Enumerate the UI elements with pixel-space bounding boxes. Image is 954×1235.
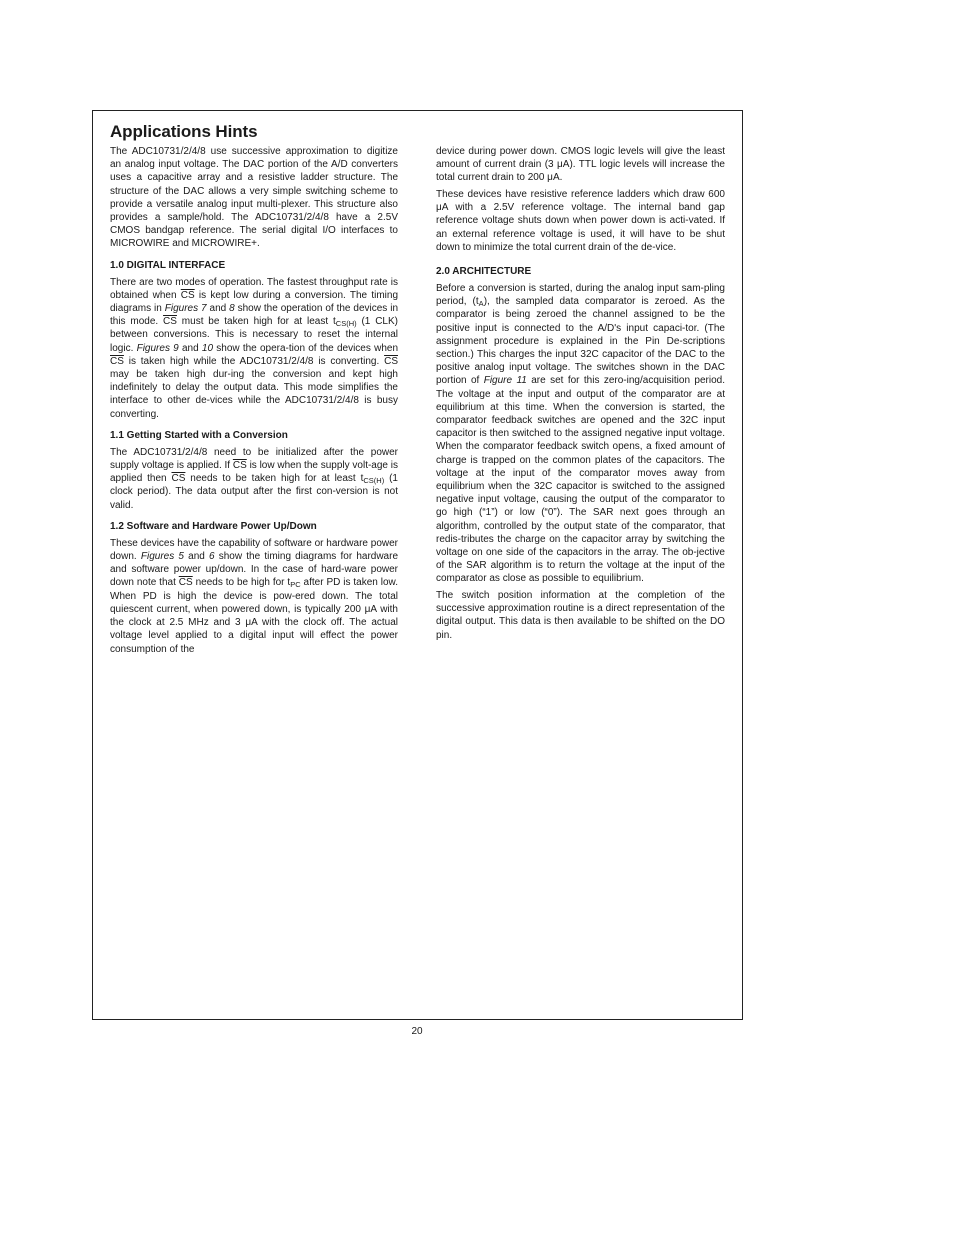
figure-reference: 8 (229, 303, 235, 315)
architecture-paragraph: Before a conversion is started, during the analog input sam-pling period, $(t_A)$, the sampled data comparator is zeroed. As the comparator is being zeroed the channel assigned to be the positive input is connected to the A/D's input capaci-tor. (The assignment procedure is explained in the Pin De-scriptions section.) This charges the input 32C capacitor of the DAC to the positive analog input voltage. The switches shown in the DAC portion of Figure 11 are set for this zero-ing/acquisition period. The voltage at the input and output of the comparator are at equilibrium at this time. When the conversion is started, the comparator feedback switches are opened and the 32C input capacitor is then switched to the assigned negative input voltage. When the comparator feedback switch opens, a fixed amount of charge is trapped on the common plates of the capacitors. The voltage at the input of the comparator moves away from equilibrium when the 32C capacitor is switched to the assigned negative input voltage, causing the output of the comparator to go high (“1”) or low (“0”). The SAR next goes through an algorithm, controlled by the output state of the comparator, that redis-tributes the charge on the capacitor array by switching the voltage on one side of the capacitors in the array. The ob-jective of the SAR algorithm is to return the voltage at the input of the comparator as close as possible to equilibrium. (436, 283, 725, 585)
cs-signal: $\overline{CS}$ (232, 460, 247, 472)
digital-interface-paragraph: There are two modes of operation. The fastest throughput rate is obtained when $\overline{CS}$ is kept low during a conversion. The timing diagrams in Figures 7 and 8 show the operation of the devices in this mode. $\overline{CS}$ must be taken high for at least $t_{CS(H)}$ (1 CLK) between conversions. This is necessary to reset the internal logic. Figures 9 and 10 show the opera-tion of the devices when $\overline{CS}$ is taken high while the ADC10731/2/4/8 is converting. $\overline{CS}$ may be taken high dur-ing the conversion and kept high indefinitely to delay the output data. This mode simplifies the interface to other de-vices while the ADC10731/2/4/8 is busy converting. (110, 276, 399, 420)
power-continued-paragraph: device during power down. CMOS logic levels will give the least amount of current drain (3 μA). TTL logic levels will increase the total current drain to 200 μA. (436, 146, 725, 184)
cs-signal: $\overline{CS}$ (110, 355, 124, 367)
subscript: A (478, 299, 484, 309)
subscript: PC (290, 580, 301, 590)
section-heading-digital-interface: 1.0 DIGITAL INTERFACE (110, 259, 226, 271)
subscript: CS(H) (335, 319, 357, 329)
figure-reference: Figures 7 (164, 303, 207, 315)
getting-started-paragraph: The ADC10731/2/4/8 need to be initialized after the power supply voltage is applied. If $\overline{CS}$ is low when the supply volt-age is applied then $\overline{CS}$ needs to be taken high for at least $t_{CS(H)}$ (1 clock period). The data output after the first con-version is not valid. (110, 446, 398, 511)
section-heading-power-up-down: 1.2 Software and Hardware Power Up/Down (110, 520, 317, 532)
figure-reference: 6 (209, 551, 215, 563)
page-number: 20 (411, 1026, 423, 1037)
cs-signal: $\overline{CS}$ (384, 355, 398, 367)
intro-paragraph: The ADC10731/2/4/8 use successive approximation to digitize an analog input voltage. The DAC portion of the A/D converters uses a capacitive array and a resistive ladder structure. The structure of the DAC allows a very simple switching scheme to provide a versatile analog input multi-plexer. This structure also provides a sample/hold. The ADC10731/2/4/8 have a 2.5V CMOS bandgap reference. The serial digital I/O interfaces to MICROWIRE and MICROWIRE+. (110, 146, 398, 250)
page-title: Applications Hints (110, 122, 258, 141)
figure-reference: Figures 5 (140, 551, 184, 563)
cs-signal: $\overline{CS}$ (163, 316, 177, 328)
switch-position-paragraph: The switch position information at the completion of the successive approximation routine is a direct representation of the digital output. This data is then available to be shifted on the DO pin. (436, 590, 725, 641)
left-column (110, 145, 398, 659)
right-column (436, 145, 725, 645)
section-heading-getting-started: 1.1 Getting Started with a Conversion (110, 429, 288, 441)
section-heading-architecture: 2.0 ARCHITECTURE (436, 266, 532, 278)
figure-reference: Figures 9 (136, 342, 179, 354)
cs-signal: $\overline{CS}$ (180, 289, 195, 301)
cs-signal: $\overline{CS}$ (171, 473, 186, 485)
subscript: CS(H) (363, 476, 385, 486)
figure-reference: 10 (201, 342, 214, 354)
power-paragraph: These devices have the capability of software or hardware power down. Figures 5 and 6 show the timing diagrams for hardware and software power up/down. In the case of hard-ware power down note that $\overline{CS}$ needs to be high for $t_{PC}$ after PD is taken low. When PD is high the device is pow-ered down. The total quiescent current, when powered down, is typically 200 μA with the clock at 2.5 MHz and 3 μA with the clock off. The actual voltage level applied to a digital input will effect the power consumption of the (110, 537, 399, 655)
cs-signal: $\overline{CS}$ (178, 577, 193, 589)
reference-ladder-paragraph: These devices have resistive reference ladders which draw 600 μA with a 2.5V reference voltage. The internal band gap reference voltage shuts down when power down is acti-vated. If an external reference voltage is used, it will have to be shut down to minimize the total current drain of the de-vice. (436, 189, 725, 253)
figure-reference: Figure 11 (483, 375, 527, 387)
